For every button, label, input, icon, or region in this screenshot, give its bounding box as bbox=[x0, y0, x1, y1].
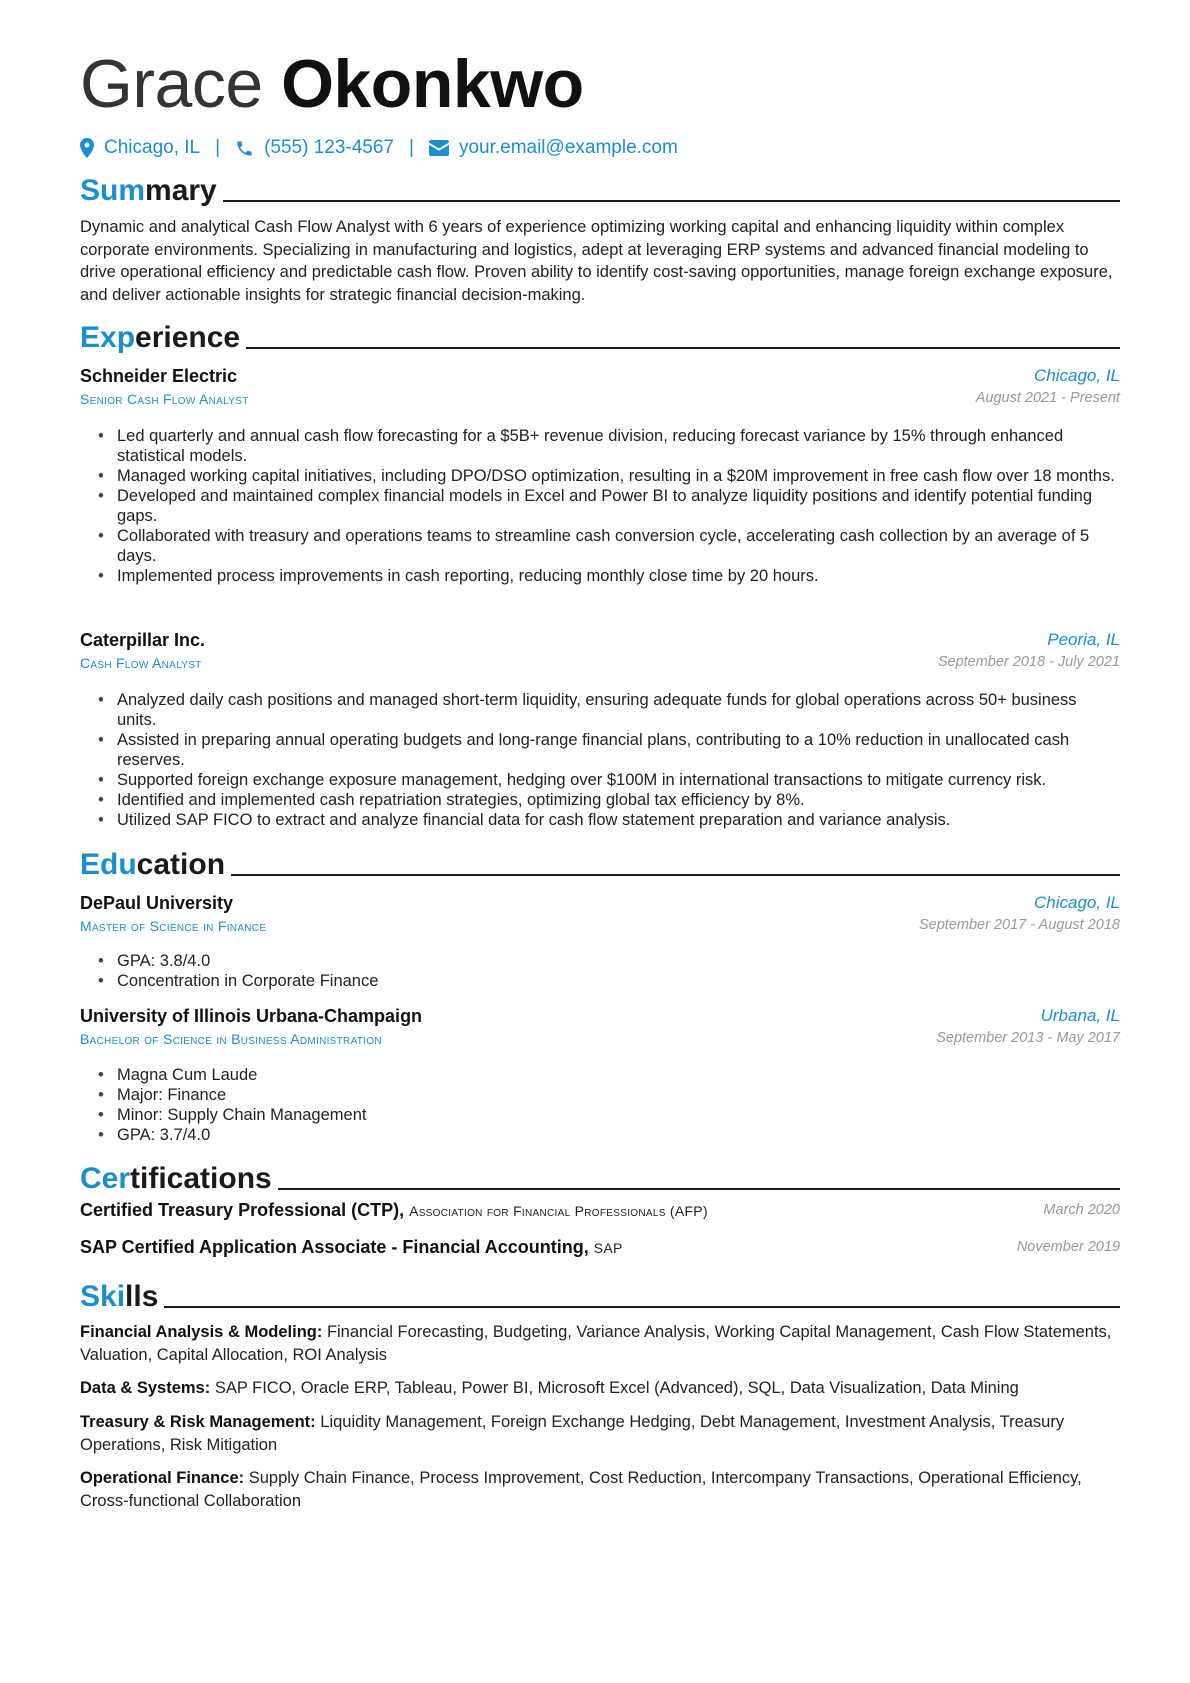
skill-group bbox=[80, 1377, 1120, 1400]
job-dates: September 2018 - July 2021 bbox=[937, 654, 1120, 670]
skill-group bbox=[80, 1467, 1120, 1512]
certification-issuer: SAP bbox=[593, 1240, 623, 1256]
title-rest: lls bbox=[125, 1280, 159, 1313]
experience-heading bbox=[80, 315, 1120, 355]
title-rest: erience bbox=[135, 321, 241, 354]
education-bullets bbox=[98, 951, 1120, 991]
education-bullets bbox=[98, 1065, 1120, 1145]
job-bullets bbox=[98, 426, 1120, 586]
certification-date: November 2019 bbox=[1016, 1239, 1120, 1255]
list-item: • Managed working capital initiatives, including DPO/DSO optimization, resulting in a $20M improvement in free cash flow over 18 months. bbox=[98, 466, 1120, 486]
skill-list: SAP FICO, Oracle ERP, Tableau, Power BI, Microsoft Excel (Advanced), SQL, Data Visualization, Data Mining bbox=[214, 1379, 1019, 1397]
title-rest: tifications bbox=[130, 1162, 272, 1195]
company-name: Schneider Electric bbox=[80, 366, 238, 386]
certifications-heading bbox=[80, 1156, 1120, 1196]
email-link[interactable]: your.email@example.com bbox=[458, 137, 678, 158]
certification-date: March 2020 bbox=[1043, 1202, 1120, 1218]
job-header bbox=[80, 630, 1120, 674]
list-item: • Collaborated with treasury and operations teams to streamline cash conversion cycle, accelerating cash collection by an average of 5 days. bbox=[98, 526, 1120, 566]
skill-category: Treasury & Risk Management: bbox=[80, 1413, 316, 1431]
skill-list: Liquidity Management, Foreign Exchange Hedging, Debt Management, Investment Analysis, Treasury Operations, Risk Mitigation bbox=[80, 1413, 1065, 1454]
list-item: • GPA: 3.8/4.0 bbox=[98, 951, 1120, 971]
skill-category: Operational Finance: bbox=[80, 1469, 245, 1487]
school-location: Chicago, IL bbox=[1034, 893, 1120, 912]
list-item: • Utilized SAP FICO to extract and analyze financial data for cash flow statement preparation and variance analysis. bbox=[98, 810, 1120, 830]
list-item: • Identified and implemented cash repatriation strategies, optimizing global tax efficiency by 8%. bbox=[98, 790, 1120, 810]
education-heading bbox=[80, 842, 1120, 882]
education-header bbox=[80, 1006, 1120, 1050]
title-accent: Exp bbox=[80, 321, 136, 354]
skill-group bbox=[80, 1411, 1120, 1456]
certification-name: SAP Certified Application Associate - Financial Accounting bbox=[80, 1237, 584, 1257]
job-location: Chicago, IL bbox=[1034, 366, 1120, 385]
list-item: • Implemented process improvements in cash reporting, reducing monthly close time by 20 hours. bbox=[98, 566, 1120, 586]
job-role: Cash Flow Analyst bbox=[80, 655, 202, 671]
list-item: • Minor: Supply Chain Management bbox=[98, 1105, 1120, 1125]
section-title bbox=[80, 321, 240, 355]
title-accent: Ski bbox=[80, 1280, 126, 1313]
phone-icon bbox=[235, 139, 254, 158]
title-accent: Edu bbox=[80, 848, 137, 881]
section-title bbox=[80, 174, 217, 208]
list-item: • Analyzed daily cash positions and managed short-term liquidity, ensuring adequate funds for global operations across 50+ business units. bbox=[98, 690, 1120, 730]
education-dates: September 2013 - May 2017 bbox=[936, 1030, 1120, 1046]
skill-category: Data & Systems: bbox=[80, 1379, 211, 1397]
list-item: • Concentration in Corporate Finance bbox=[98, 971, 1120, 991]
school-name: DePaul University bbox=[80, 893, 234, 913]
location-text: Chicago, IL bbox=[104, 137, 201, 158]
skill-list: Supply Chain Finance, Process Improvement, Cost Reduction, Intercompany Transactions, Operational Efficiency, Cross-functional Collaboration bbox=[80, 1469, 1082, 1510]
certification-name: Certified Treasury Professional (CTP) bbox=[80, 1200, 400, 1220]
degree: Bachelor of Science in Business Administration bbox=[80, 1031, 382, 1047]
list-item: • GPA: 3.7/4.0 bbox=[98, 1125, 1120, 1145]
title-rest: mary bbox=[145, 174, 217, 207]
skill-list: Financial Forecasting, Budgeting, Variance Analysis, Working Capital Management, Cash Flow Statements, Valuation, Capital Allocation, ROI Analysis bbox=[80, 1323, 1112, 1364]
job-role: Senior Cash Flow Analyst bbox=[80, 391, 249, 407]
summary-text: Dynamic and analytical Cash Flow Analyst with 6 years of experience optimizing working capital and enhancing liquidity within complex corporate environments. Specializing in manufacturing and logistics, adept at leveraging ERP systems and advanced financial modeling to drive operational efficiency and predictable cash flow. Proven ability to identify cost-saving opportunities, manage foreign exchange exposure, and deliver actionable insights for strategic financial decision-making. bbox=[80, 218, 1113, 304]
contact-email[interactable] bbox=[429, 137, 678, 159]
section-rule bbox=[231, 874, 1120, 876]
contact-phone[interactable] bbox=[235, 137, 394, 159]
degree: Master of Science in Finance bbox=[80, 918, 267, 934]
contact-line bbox=[80, 134, 678, 162]
skill-category: Financial Analysis & Modeling: bbox=[80, 1323, 323, 1341]
list-item: • Led quarterly and annual cash flow forecasting for a $5B+ revenue division, reducing forecast variance by 15% through enhanced statistical models. bbox=[98, 426, 1120, 466]
section-rule bbox=[278, 1188, 1120, 1190]
summary-heading bbox=[80, 168, 1120, 208]
first-name: Grace bbox=[80, 46, 263, 122]
school-location: Urbana, IL bbox=[1040, 1006, 1120, 1025]
map-pin-icon bbox=[80, 138, 94, 158]
school-name: University of Illinois Urbana-Champaign bbox=[80, 1006, 423, 1026]
section-rule bbox=[223, 200, 1120, 202]
section-rule bbox=[246, 347, 1120, 349]
section-title bbox=[80, 1280, 158, 1314]
job-dates: August 2021 - Present bbox=[975, 390, 1120, 406]
candidate-name bbox=[80, 44, 584, 124]
list-item: • Supported foreign exchange exposure management, hedging over $100M in international transactions to mitigate currency risk. bbox=[98, 770, 1120, 790]
last-name: Okonkwo bbox=[281, 46, 584, 122]
title-accent: Sum bbox=[80, 174, 146, 207]
job-header bbox=[80, 366, 1120, 410]
section-title bbox=[80, 1162, 272, 1196]
phone-text: (555) 123-4567 bbox=[264, 137, 394, 158]
envelope-icon bbox=[429, 140, 449, 156]
education-dates: September 2017 - August 2018 bbox=[919, 917, 1120, 933]
list-item: • Assisted in preparing annual operating budgets and long-range financial plans, contributing to a 10% reduction in unallocated cash reserves. bbox=[98, 730, 1120, 770]
contact-location bbox=[80, 137, 200, 159]
title-accent: Cer bbox=[80, 1162, 131, 1195]
skill-group bbox=[80, 1321, 1120, 1366]
certification-issuer: Association for Financial Professionals (AFP) bbox=[409, 1203, 708, 1219]
list-item: • Major: Finance bbox=[98, 1085, 1120, 1105]
job-location: Peoria, IL bbox=[1047, 630, 1120, 649]
title-rest: cation bbox=[136, 848, 226, 881]
certification-item: SAP Certified Application Associate - Financial Accounting, SAP November 2019 bbox=[80, 1237, 1120, 1257]
company-name: Caterpillar Inc. bbox=[80, 630, 206, 650]
section-title bbox=[80, 848, 225, 882]
certification-item: Certified Treasury Professional (CTP), Association for Financial Professionals (AFP) March 2020 bbox=[80, 1200, 1120, 1220]
section-rule bbox=[164, 1306, 1120, 1308]
job-bullets bbox=[98, 690, 1120, 830]
list-item: • Magna Cum Laude bbox=[98, 1065, 1120, 1085]
education-header bbox=[80, 893, 1120, 937]
list-item: • Developed and maintained complex financial models in Excel and Power BI to analyze liquidity positions and identify potential funding gaps. bbox=[98, 486, 1120, 526]
contact-separator: | bbox=[215, 137, 221, 158]
skills-heading bbox=[80, 1274, 1120, 1314]
contact-separator: | bbox=[409, 137, 414, 158]
